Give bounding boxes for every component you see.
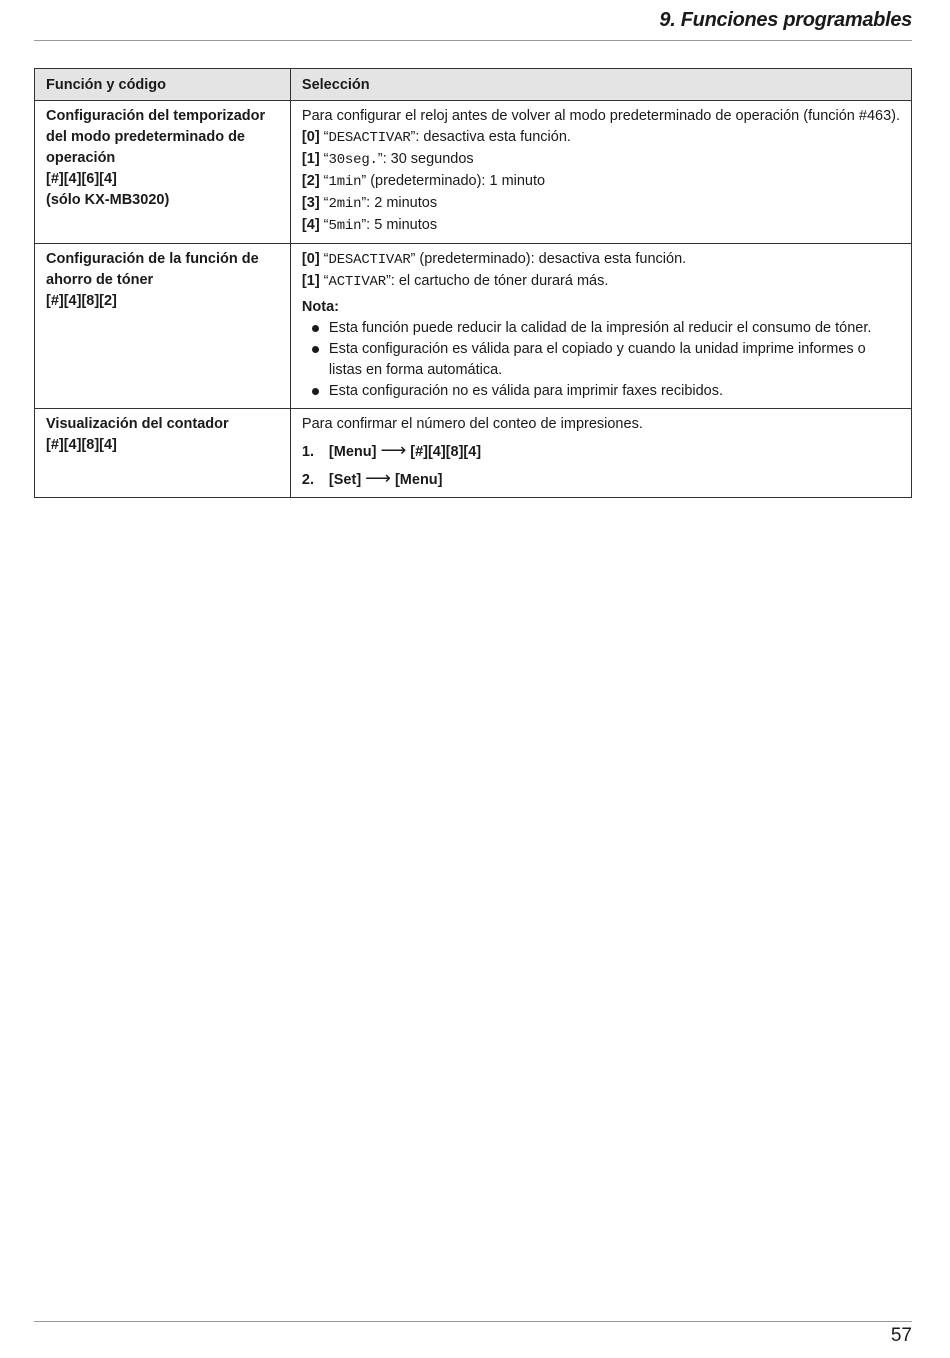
- step-number: 1.: [301, 444, 315, 460]
- option-key: [0]: [301, 129, 320, 145]
- note-item: [302, 381, 900, 402]
- note-item: [302, 318, 900, 339]
- option-key: [2]: [301, 173, 320, 189]
- bullet-icon: [312, 346, 319, 353]
- function-cell: [35, 244, 291, 409]
- key-set: [Set]: [328, 472, 362, 488]
- step-number: 2.: [301, 472, 315, 488]
- column-header-function: Función y código: [35, 69, 291, 101]
- note-text: Esta configuración no es válida para imprimir faxes recibidos.: [328, 383, 724, 399]
- function-name-line: Configuración de la función de: [46, 251, 259, 267]
- selection-intro: Para configurar el reloj antes de volver al modo predeterminado de operación (función #463).: [301, 108, 900, 124]
- note-item: [302, 339, 900, 381]
- option-key: [1]: [301, 151, 320, 167]
- option-description: : el cartucho de tóner durará más.: [390, 273, 609, 289]
- model-note: (sólo KX-MB3020): [46, 192, 170, 208]
- column-header-selection: Selección: [290, 69, 911, 101]
- option-value: 1min: [328, 174, 362, 190]
- selection-intro: Para confirmar el número del conteo de impresiones.: [301, 416, 643, 432]
- page-number: 57: [890, 1325, 912, 1346]
- table-row: [35, 409, 912, 498]
- arrow-right-icon: ⟶: [380, 440, 407, 460]
- table-row: [35, 244, 912, 409]
- bullet-icon: [312, 325, 319, 332]
- key-menu: [Menu]: [328, 444, 377, 460]
- option-value: DESACTIVAR: [328, 252, 411, 268]
- option-description: : 5 minutos: [366, 217, 438, 233]
- selection-cell: [290, 244, 911, 409]
- option-description: : 30 segundos: [382, 151, 474, 167]
- page-header-title: 9. Funciones programables: [659, 9, 912, 31]
- function-name-line: ahorro de tóner: [46, 272, 154, 288]
- note-text: Esta función puede reducir la calidad de la impresión al reducir el consumo de tóner.: [328, 320, 872, 336]
- function-code: [#][4][8][4]: [46, 437, 117, 453]
- arrow-right-icon: ⟶: [365, 468, 391, 488]
- table-row: [35, 101, 912, 244]
- key-sequence: [#][4][8][4]: [410, 444, 482, 460]
- note-label: Nota:: [301, 299, 339, 315]
- option-key: [0]: [301, 251, 320, 267]
- option-item: [4] “5min”: 5 minutos: [301, 217, 438, 234]
- key-menu: [Menu]: [394, 472, 443, 488]
- footer-divider: [34, 1321, 912, 1322]
- function-code: [#][4][8][2]: [46, 293, 117, 309]
- option-value: 5min: [328, 218, 362, 234]
- option-item: [2] “1min” (predeterminado): 1 minuto: [301, 173, 546, 190]
- option-value: 2min: [328, 196, 362, 212]
- option-value: ACTIVAR: [328, 274, 386, 290]
- option-description: : 2 minutos: [366, 195, 438, 211]
- function-name-line: Configuración del temporizador: [46, 108, 266, 124]
- function-name-line: Visualización del contador: [46, 416, 229, 432]
- note-text: Esta configuración es válida para el copiado y cuando la unidad imprime informes o listas en forma automática.: [328, 341, 866, 378]
- option-key: [4]: [301, 217, 320, 233]
- function-name-line: del modo predeterminado de: [46, 129, 245, 145]
- option-description: (predeterminado): desactiva esta función.: [415, 251, 687, 267]
- step-item: [302, 468, 900, 491]
- table-header-row: [35, 69, 912, 101]
- option-description: : desactiva esta función.: [415, 129, 571, 145]
- option-key: [3]: [301, 195, 320, 211]
- header-divider: [34, 40, 912, 41]
- option-value: 30seg.: [328, 152, 378, 168]
- option-item: [0] “DESACTIVAR” (predeterminado): desactiva esta función.: [301, 251, 687, 268]
- functions-table: [34, 68, 912, 498]
- notes-list: [302, 318, 900, 402]
- option-description: (predeterminado): 1 minuto: [366, 173, 546, 189]
- function-code: [#][4][6][4]: [46, 171, 117, 187]
- option-item: [3] “2min”: 2 minutos: [301, 195, 438, 212]
- selection-cell: [290, 409, 911, 498]
- function-cell: [35, 101, 291, 244]
- option-value: DESACTIVAR: [328, 130, 411, 146]
- function-name-line: operación: [46, 150, 116, 166]
- option-item: [1] “ACTIVAR”: el cartucho de tóner durará más.: [301, 273, 609, 290]
- step-item: [302, 440, 900, 463]
- bullet-icon: [312, 388, 319, 395]
- selection-cell: [290, 101, 911, 244]
- option-key: [1]: [301, 273, 320, 289]
- option-item: [0] “DESACTIVAR”: desactiva esta función.: [301, 129, 571, 146]
- option-item: [1] “30seg.”: 30 segundos: [301, 151, 474, 168]
- function-cell: [35, 409, 291, 498]
